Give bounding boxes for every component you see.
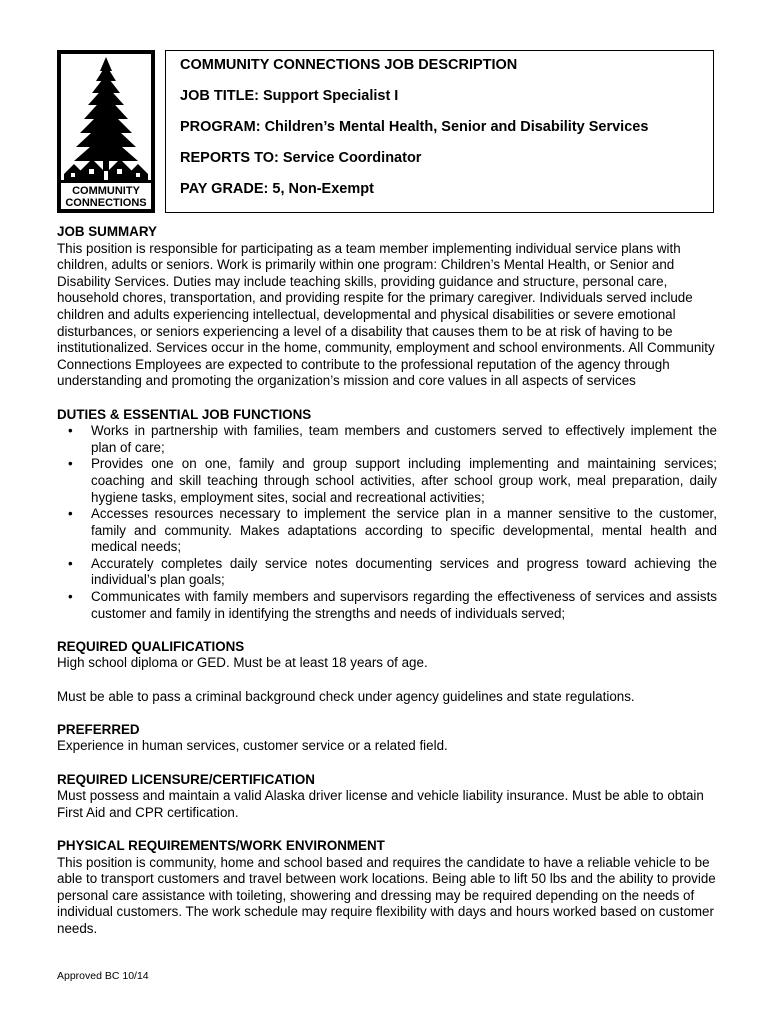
bullet-icon: •: [68, 423, 73, 439]
bullet-icon: •: [68, 589, 73, 605]
bullet-icon: •: [68, 555, 73, 571]
tree-logo-icon: [56, 49, 156, 214]
duties-heading: DUTIES & ESSENTIAL JOB FUNCTIONS: [57, 406, 312, 422]
logo-text-line1: COMMUNITY: [72, 185, 140, 197]
community-connections-logo: [56, 49, 156, 214]
document-title: COMMUNITY CONNECTIONS JOB DESCRIPTION: [180, 57, 518, 73]
reports-to: REPORTS TO: Service Coordinator: [180, 150, 422, 166]
job-summary-text: This position is responsible for participating as a team member implementing individual service plans with children, adults or seniors. Work is primarily within one program: Children’s Mental Health, or Senior and Disability Services. Duties may include teaching skills, providing guidance and structure, personal care, household chores, transportation, and providing respite for the primary caregiver. Individuals served include children and adults experiencing intellectual, developmental and physical disabilities or severe emotional disturbances, or seniors experiencing a level of a disability that causes them to be at risk of having to be institutionalized. Services occur in the home, community, employment and school environments. All Community Connections Employees are expected to contribute to the professional reputation of the agency through understanding and promoting the organization’s mission and core values in all aspects of services: [57, 240, 715, 389]
licensure-heading: REQUIRED LICENSURE/CERTIFICATION: [57, 771, 315, 787]
bullet-icon: •: [68, 506, 73, 522]
preferred-heading: PREFERRED: [57, 721, 140, 737]
program: PROGRAM: Children’s Mental Health, Senior and Disability Services: [180, 119, 649, 135]
required-qualifications-line1: High school diploma or GED. Must be at least 18 years of age.: [57, 655, 428, 671]
approval-footer: Approved BC 10/14: [57, 970, 149, 982]
duties-list: [57, 423, 717, 622]
logo-text-line2: CONNECTIONS: [65, 197, 147, 209]
bullet-icon: •: [68, 456, 73, 472]
list-item: • Works in partnership with families, team members and customers served to effectively implement the plan of care;: [68, 423, 717, 455]
job-description-body: [57, 224, 717, 938]
job-title: JOB TITLE: Support Specialist I: [180, 88, 399, 104]
pay-grade: PAY GRADE: 5, Non-Exempt: [180, 181, 374, 197]
licensure-text: Must possess and maintain a valid Alaska driver license and vehicle liability insurance. Must be able to obtain First Aid and CPR certification.: [57, 788, 704, 820]
physical-heading: PHYSICAL REQUIREMENTS/WORK ENVIRONMENT: [57, 837, 385, 853]
preferred-text: Experience in human services, customer service or a related field.: [57, 738, 448, 754]
physical-text: This position is community, home and school based and requires the candidate to have a reliable vehicle to be able to transport customers and travel between work locations. Being able to lift 50 lbs and the ability to provide personal care assistance with toileting, showering and dressing may be required depending on the needs of individual customers. The work schedule may require flexibility with days and hours worked based on customer needs.: [57, 854, 716, 936]
job-header-box: [165, 50, 714, 213]
required-qualifications-line2: Must be able to pass a criminal background check under agency guidelines and state regulations.: [57, 688, 635, 704]
list-item: • Provides one on one, family and group support including implementing and maintaining services; coaching and skill teaching through school activities, after school group work, meal preparation, daily hygiene tasks, employment sites, social and recreational activities;: [68, 456, 717, 505]
list-item: • Accurately completes daily service notes documenting services and progress toward achieving the individual’s plan goals;: [68, 555, 717, 588]
required-qualifications-heading: REQUIRED QUALIFICATIONS: [57, 638, 245, 654]
list-item: • Accesses resources necessary to implement the service plan in a manner sensitive to the customer, family and community. Makes adaptations according to specific developmental, mental health and medical needs;: [68, 506, 717, 555]
list-item: • Communicates with family members and supervisors regarding the effectiveness of services and assists customer and family in identifying the strengths and needs of individuals served;: [68, 589, 717, 621]
job-summary-heading: JOB SUMMARY: [57, 224, 157, 239]
